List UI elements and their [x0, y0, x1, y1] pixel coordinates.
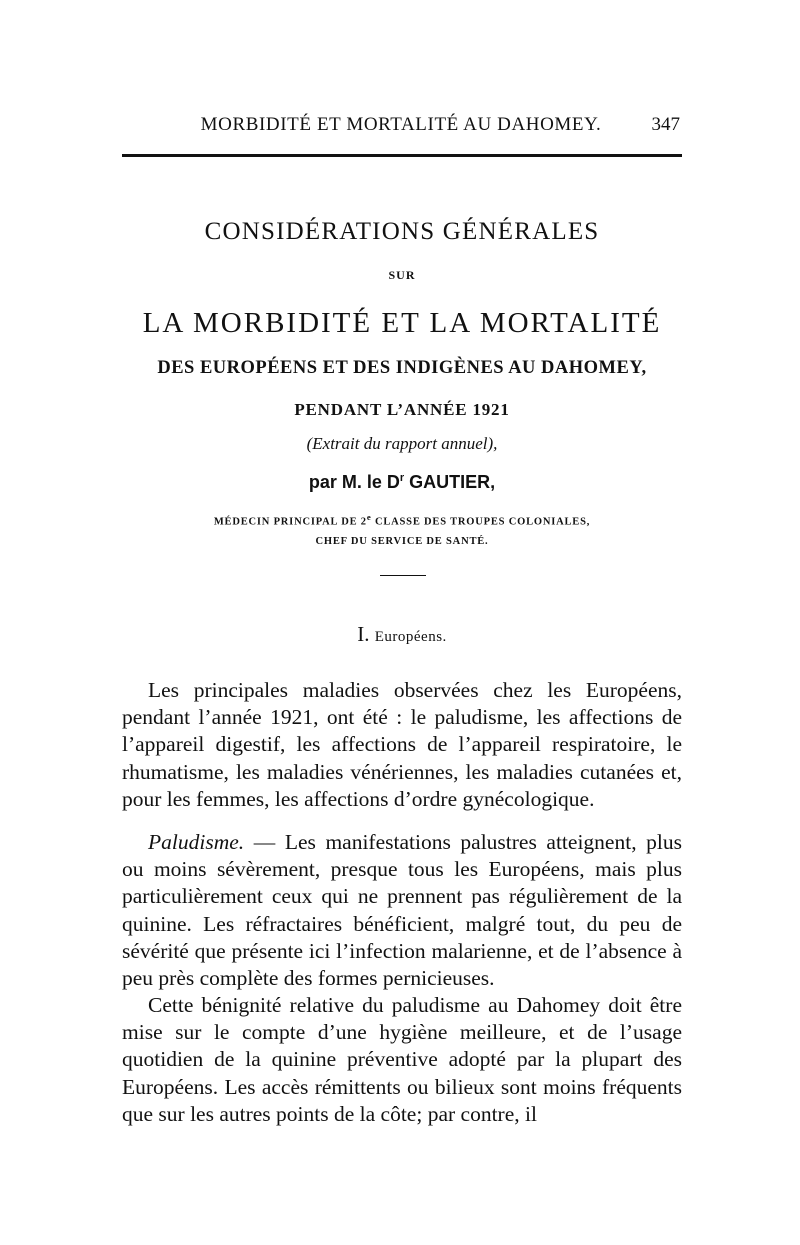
- affiliation-1a: MÉDECIN PRINCIPAL DE 2: [213, 516, 367, 528]
- affiliation-line-1: [122, 512, 682, 528]
- section-title: Européens.: [374, 629, 447, 645]
- page-number: 347: [651, 114, 680, 135]
- section-heading: [122, 622, 682, 647]
- title-line-1: CONSIDÉRATIONS GÉNÉRALES: [204, 218, 600, 245]
- paragraph-3: Cette bénignité relative du paludisme au Dahomey doit être mise sur le compte d’une hygiène meilleure, et de l’usage quotidien de la quinine préventive adopté par la plupart des Européens. Les accès rémittents ou bilieux sont moins fréquents que sur les autres points de la côte; par contre, il: [122, 993, 682, 1126]
- title-line-6: (Extrait du rapport annuel),: [306, 434, 498, 453]
- running-header: [122, 110, 680, 140]
- running-title: MORBIDITÉ ET MORTALITÉ AU DAHOMEY.: [200, 114, 602, 135]
- title-line-3: LA MORBIDITÉ ET LA MORTALITÉ: [142, 307, 662, 339]
- affiliation-sup: e: [366, 512, 372, 522]
- author-sup: r: [399, 472, 405, 484]
- title-line-2: SUR: [388, 268, 416, 282]
- author-prefix: par M. le D: [308, 472, 400, 492]
- paragraph-2-body: — Les manifestations palustres atteignent, plus ou moins sévèrement, presque tous les Européens, mais plus particulièrement ceux qui ne prennent pas régulièrement de la quinine. Les réfractaires bénéficient, malgré tout, du peu de sévérité que présente ici l’infection malarienne, et de l’absence à peu près complète des formes pernicieuses.: [122, 830, 682, 991]
- paragraph-2-lead: Paludisme.: [148, 830, 245, 854]
- author-line: [122, 472, 682, 493]
- author-name: GAUTIER,: [404, 472, 496, 492]
- section-numeral: I.: [357, 622, 370, 646]
- title-line-4: DES EUROPÉENS ET DES INDIGÈNES AU DAHOMEY,: [157, 358, 647, 378]
- header-rule: [122, 154, 682, 157]
- paragraph-2: [122, 829, 682, 992]
- title-line-5: PENDANT L’ANNÉE 1921: [294, 400, 510, 419]
- affiliation-1b: CLASSE DES TROUPES COLONIALES,: [371, 516, 591, 528]
- separator-rule: [380, 575, 426, 576]
- affiliation-line-2: CHEF DU SERVICE DE SANTÉ.: [315, 536, 489, 547]
- paragraph-1: Les principales maladies observées chez les Européens, pendant l’année 1921, ont été : le paludisme, les affections de l’appareil digestif, les affections de l’appareil respiratoire, le rhumatisme, les maladies vénériennes, les maladies cutanées et, pour les femmes, les affections d’ordre gynécologique.: [122, 678, 682, 811]
